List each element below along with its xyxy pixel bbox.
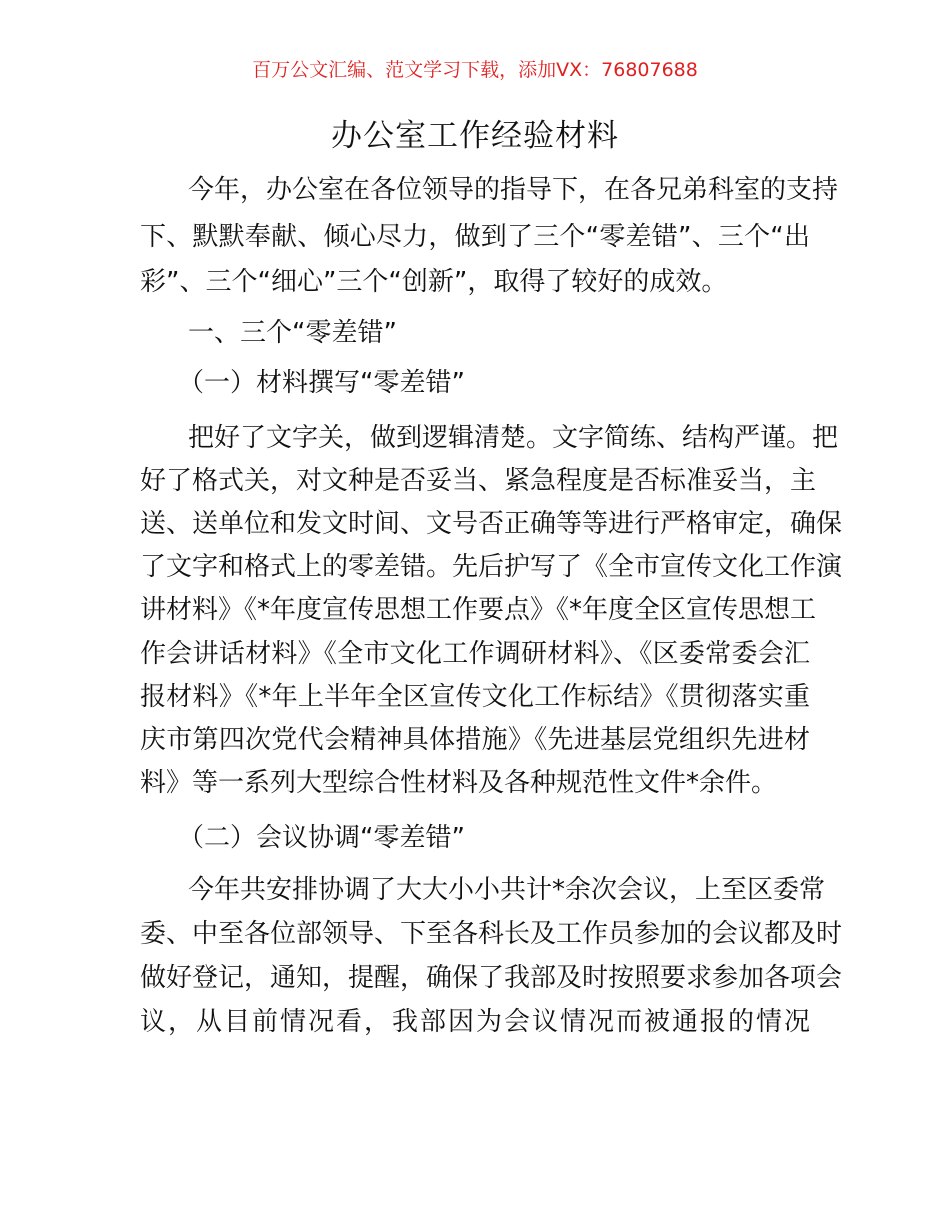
- paragraph-line: 做好登记，通知，提醒，确保了我部及时按照要求参加各项会: [140, 963, 843, 993]
- paragraph-line: 庆市第四次党代会精神具体措施》《先进基层党组织先进材: [140, 725, 810, 755]
- paragraph-line: 议，从目前情况看，我部因为会议情况而被通报的情况: [140, 1007, 810, 1037]
- paragraph-line: 下、默默奉献、倾心尽力，做到了三个“零差错”、三个“出: [140, 222, 810, 252]
- subsection-heading: （一）材料撰写“零差错”: [178, 368, 465, 398]
- paragraph-line: 委、中至各位部领导、下至各科长及工作员参加的会议都及时: [140, 919, 843, 949]
- paragraph-line: 报材料》《*年上半年全区宣传文化工作标结》《贯彻落实重: [140, 682, 810, 712]
- paragraph-line: 讲材料》《*年度宣传思想工作要点》《*年度全区宣传思想工: [140, 595, 817, 625]
- subsection-heading: （二）会议协调“零差错”: [178, 823, 465, 853]
- paragraph-line: 彩”、三个“细心”三个“创新”，取得了较好的成效。: [140, 267, 728, 297]
- paragraph-line: 送、送单位和发文时间、文号否正确等等进行严格审定，确保: [140, 509, 843, 539]
- paragraph-line: 好了格式关，对文种是否妥当、紧急程度是否标准妥当，主: [140, 466, 817, 496]
- watermark-banner: 百万公文汇编、范文学习下载，添加VX：76807688: [252, 59, 698, 81]
- paragraph-line: 今年共安排协调了大大小小共计*余次会议，上至区委常: [188, 875, 826, 905]
- paragraph-line: 了文字和格式上的零差错。先后护写了《全市宣传文化工作演: [140, 552, 843, 582]
- document-title: 办公室工作经验材料: [331, 118, 619, 154]
- paragraph-line: 作会讲话材料》《全市文化工作调研材料》、《区委常委会汇: [140, 639, 810, 669]
- paragraph-line: 把好了文字关，做到逻辑清楚。文字简练、结构严谨。把: [188, 423, 839, 453]
- section-heading: 一、三个“零差错”: [188, 318, 397, 348]
- paragraph-line: 料》等一系列大型综合性材料及各种规范性文件*余件。: [140, 768, 778, 798]
- paragraph-line: 今年，办公室在各位领导的指导下，在各兄弟科室的支持: [188, 175, 839, 205]
